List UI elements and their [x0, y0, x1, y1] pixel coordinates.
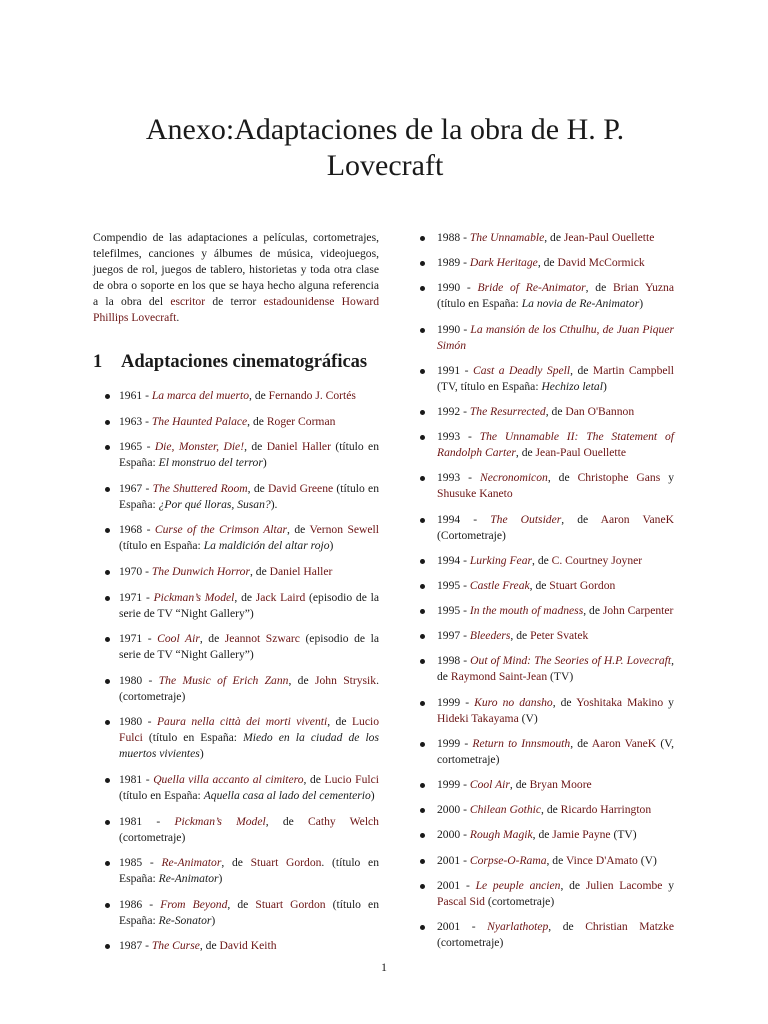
list-item: 1999 - Kuro no dansho, de Yoshitaka Makino y Hideki Takayama (V): [416, 695, 674, 727]
director-link[interactable]: David Greene: [268, 481, 334, 495]
director-link[interactable]: Christophe Gans: [577, 471, 661, 485]
director-link[interactable]: Dan O'Bannon: [565, 404, 635, 418]
director-link[interactable]: David McCormick: [557, 256, 645, 270]
bullet-icon: [420, 808, 425, 813]
director-link[interactable]: Jack Laird: [255, 590, 306, 604]
work-link[interactable]: Pickman’s Model: [153, 590, 235, 604]
item-year: 1991: [437, 363, 461, 377]
list-item: 1961 - La marca del muerto, de Fernando J. Cortés: [93, 388, 379, 404]
bullet-icon: [420, 328, 425, 333]
item-year: 2000: [437, 803, 461, 817]
item-note: (cortometraje): [119, 830, 186, 844]
list-item: 2001 - Corpse-O-Rama, de Vince D'Amato (V): [416, 853, 674, 869]
item-year: 1987: [119, 939, 143, 953]
item-year: 1971: [119, 632, 143, 646]
bullet-icon: [105, 820, 110, 825]
work-link[interactable]: Castle Freak: [469, 578, 530, 592]
bullet-icon: [420, 286, 425, 291]
work-link[interactable]: La marca del muerto: [151, 389, 250, 402]
list-item: 1989 - Dark Heritage, de David McCormick: [416, 255, 674, 271]
work-link[interactable]: Cool Air: [157, 632, 200, 646]
list-item: 1970 - The Dunwich Horror, de Daniel Haller: [93, 564, 379, 580]
bullet-icon: [420, 659, 425, 664]
list-item: 1993 - The Unnamable II: The Statement of Randolph Carter, de Jean-Paul Ouellette: [416, 429, 674, 461]
director-link[interactable]: Stuart Gordon: [255, 897, 326, 911]
intro-paragraph: [93, 230, 379, 326]
director-link[interactable]: Pascal Sid: [437, 894, 485, 908]
item-year: 1999: [437, 695, 461, 709]
bullet-icon: [420, 435, 425, 440]
work-link[interactable]: Necronomicon: [479, 471, 548, 485]
list-item: 2000 - Rough Magik, de Jamie Payne (TV): [416, 827, 674, 843]
item-year: 1993: [437, 471, 461, 485]
work-link[interactable]: The Unnamable II: The Statement of Randolph Carter: [437, 430, 674, 460]
work-link[interactable]: Le peuple ancien: [475, 878, 561, 892]
work-link[interactable]: Chilean Gothic: [469, 803, 542, 817]
work-link[interactable]: The Music of Erich Zann: [158, 673, 289, 687]
director-link[interactable]: Brian Yuzna: [612, 281, 674, 295]
work-link[interactable]: La mansión de los Cthulhu, de Juan Piquer Simón: [437, 322, 674, 352]
list-item: 1999 - Return to Innsmouth, de Aaron VaneK (V, cortometraje): [416, 736, 674, 768]
bullet-icon: [420, 261, 425, 266]
list-item: 1987 - The Curse, de David Keith: [93, 938, 379, 954]
alt-title: Hechizo letal: [541, 379, 603, 393]
page-number: 1: [381, 960, 387, 974]
work-link[interactable]: Curse of the Crimson Altar: [154, 523, 288, 537]
link-estadounidense[interactable]: estadounidense: [263, 295, 335, 308]
work-link[interactable]: The Unnamable: [469, 231, 545, 244]
item-year: 1993: [437, 430, 461, 444]
list-item: 1998 - Out of Mind: The Seories of H.P. Lovecraft, de Raymond Saint-Jean (TV): [416, 653, 674, 685]
item-note: (título en España:: [119, 897, 379, 927]
bullet-icon: [420, 609, 425, 614]
list-item: 1995 - Castle Freak, de Stuart Gordon: [416, 578, 674, 594]
bullet-icon: [420, 783, 425, 788]
director-link[interactable]: Daniel Haller: [266, 440, 331, 454]
list-item: 1995 - In the mouth of madness, de John Carpenter: [416, 603, 674, 619]
director-link[interactable]: David Keith: [219, 939, 277, 953]
list-item: 1963 - The Haunted Palace, de Roger Corman: [93, 414, 379, 430]
item-year: 1971: [119, 590, 143, 604]
work-link[interactable]: Bleeders: [469, 629, 511, 643]
director-link[interactable]: Raymond Saint-Jean: [450, 670, 548, 684]
item-year: 2000: [437, 828, 461, 842]
work-link[interactable]: Rough Magik: [469, 828, 533, 842]
item-year: 1981: [119, 814, 143, 828]
right-column: [416, 230, 674, 960]
item-year: 1965: [119, 440, 143, 454]
intro-text-end: .: [176, 311, 180, 324]
work-link[interactable]: In the mouth of madness: [469, 604, 584, 618]
item-note: (V): [518, 711, 538, 725]
item-note-end: ): [639, 297, 644, 311]
item-note: (título en España:: [119, 481, 379, 511]
director-link[interactable]: Hideki Takayama: [437, 711, 519, 725]
link-space: [334, 295, 341, 308]
work-link[interactable]: Re-Animator: [161, 856, 222, 870]
item-note: (V, cortometraje): [437, 736, 674, 766]
director-link[interactable]: Jamie Payne: [552, 828, 611, 842]
list-item: 1985 - Re-Animator, de Stuart Gordon. (título en España: Re-Animator): [93, 855, 379, 887]
bullet-icon: [105, 679, 110, 684]
list-item: 1981 - Pickman’s Model, de Cathy Welch (cortometraje): [93, 814, 379, 846]
item-year: 2001: [437, 853, 461, 867]
section-title: Adaptaciones cinematográficas: [121, 352, 368, 372]
work-link[interactable]: Paura nella città dei morti viventi: [156, 715, 328, 729]
section-number: 1: [93, 352, 103, 372]
bullet-icon: [105, 394, 110, 399]
director-link[interactable]: Jean-Paul Ouellette: [563, 231, 655, 244]
list-item: 1992 - The Resurrected, de Dan O'Bannon: [416, 404, 674, 420]
director-link[interactable]: Aaron VaneK: [600, 512, 674, 526]
link-escritor[interactable]: escritor: [170, 295, 206, 308]
bullet-icon: [105, 903, 110, 908]
work-link[interactable]: Quella villa accanto al cimitero: [153, 772, 304, 786]
director-link[interactable]: Jean-Paul Ouellette: [535, 446, 627, 460]
item-year: 1995: [437, 604, 461, 618]
director-link[interactable]: Jeannot Szwarc: [224, 632, 300, 646]
item-note: (Cortometraje): [437, 528, 506, 542]
item-note: . (título en España:: [119, 856, 380, 886]
item-note-end: ): [262, 456, 267, 470]
item-note: (V): [637, 853, 657, 867]
item-note-end: ): [602, 379, 607, 393]
alt-title: Aquella casa al lado del cementerio: [203, 788, 371, 802]
left-column: [93, 230, 379, 964]
item-year: 1999: [437, 778, 461, 791]
intro-text-mid: de terror: [205, 295, 264, 308]
alt-title: Re-Sonator: [158, 913, 212, 927]
director-link[interactable]: John Strysik: [314, 673, 377, 687]
item-note: (TV): [547, 670, 574, 684]
work-link[interactable]: Die, Monster, Die!: [154, 440, 245, 454]
item-year: 1970: [119, 564, 143, 578]
director-link[interactable]: Cathy Welch: [307, 814, 379, 828]
item-year: 1968: [119, 523, 143, 537]
bullet-icon: [420, 559, 425, 564]
item-note: (cortometraje): [484, 894, 555, 908]
director-link[interactable]: Shusuke Kaneto: [437, 487, 513, 501]
item-note: (TV, título en España:: [437, 379, 542, 393]
item-year: 1995: [437, 578, 461, 592]
work-link[interactable]: Cast a Deadly Spell: [472, 363, 571, 377]
director-link[interactable]: Peter Svatek: [530, 629, 589, 643]
director-link[interactable]: Roger Corman: [266, 414, 336, 428]
list-item: 1999 - Cool Air, de Bryan Moore: [416, 777, 674, 793]
list-item: 1980 - Paura nella città dei morti viventi, de Lucio Fulci (título en España: Miedo en la ciudad de los muertos vivientes): [93, 714, 379, 762]
bullet-icon: [420, 518, 425, 523]
list-item: 1980 - The Music of Erich Zann, de John Strysik. (cortometraje): [93, 673, 379, 705]
alt-title: La maldición del altar rojo: [203, 539, 330, 553]
bullet-icon: [420, 833, 425, 838]
bullet-icon: [420, 925, 425, 930]
work-link[interactable]: Nyarlathotep: [487, 919, 549, 933]
alt-title: Miedo en la ciudad de los muertos vivientes: [119, 731, 379, 761]
director-link[interactable]: Fernando J. Cortés: [268, 389, 356, 402]
item-note: (episodio de la serie de TV “Night Gallery”): [119, 632, 379, 662]
adaptations-list-left: [93, 388, 379, 954]
bullet-icon: [420, 742, 425, 747]
item-year: 1994: [437, 512, 461, 526]
item-note: (título en España:: [119, 539, 204, 553]
bullet-icon: [105, 720, 110, 725]
item-year: 1980: [119, 715, 143, 729]
item-year: 1985: [119, 856, 143, 870]
director-link[interactable]: Aaron VaneK: [591, 736, 657, 750]
list-item: 1994 - Lurking Fear, de C. Courtney Joyner: [416, 553, 674, 569]
bullet-icon: [420, 584, 425, 589]
director-link[interactable]: Stuart Gordon: [549, 578, 616, 592]
bullet-icon: [105, 528, 110, 533]
list-item: 1981 - Quella villa accanto al cimitero, de Lucio Fulci (título en España: Aquella casa al lado del cementerio): [93, 772, 379, 804]
work-link[interactable]: Dark Heritage: [469, 256, 538, 270]
item-note: (episodio de la serie de TV “Night Gallery”): [119, 590, 379, 620]
page-title: Anexo:Adaptaciones de la obra de H. P. Lovecraft: [145, 113, 625, 182]
section-heading: [93, 350, 379, 374]
list-item: 2000 - Chilean Gothic, de Ricardo Harrington: [416, 802, 674, 818]
bullet-icon: [105, 570, 110, 575]
bullet-icon: [105, 420, 110, 425]
item-note-end: ): [199, 747, 204, 761]
director-link[interactable]: Vernon Sewell: [309, 523, 379, 537]
bullet-icon: [105, 487, 110, 492]
director-link[interactable]: Lucio Fulci: [119, 715, 379, 745]
director-link[interactable]: Julien Lacombe: [585, 878, 663, 892]
item-note: (título en España:: [437, 297, 522, 311]
work-link[interactable]: The Curse: [151, 939, 200, 953]
bullet-icon: [105, 778, 110, 783]
adaptations-list-right: [416, 230, 674, 951]
list-item: 1967 - The Shuttered Room, de David Greene (título en España: ¿Por qué lloras, Susan?).: [93, 481, 379, 513]
item-year: 2001: [437, 878, 461, 892]
item-year: 1980: [119, 673, 143, 687]
director-link[interactable]: Lucio Fulci: [324, 772, 379, 786]
list-item: 1971 - Pickman’s Model, de Jack Laird (episodio de la serie de TV “Night Gallery”): [93, 590, 379, 622]
work-link[interactable]: The Resurrected: [469, 404, 546, 418]
item-year: 1994: [437, 553, 461, 567]
list-item: 1986 - From Beyond, de Stuart Gordon (título en España: Re-Sonator): [93, 897, 379, 929]
director-link[interactable]: Martin Campbell: [592, 363, 674, 377]
item-note: (cortometraje): [437, 935, 504, 949]
list-item: 1968 - Curse of the Crimson Altar, de Vernon Sewell (título en España: La maldición del altar rojo): [93, 522, 379, 554]
work-link[interactable]: Kuro no dansho: [474, 695, 553, 709]
item-note-end: ): [211, 913, 216, 927]
list-item: 2001 - Nyarlathotep, de Christian Matzke (cortometraje): [416, 919, 674, 951]
link-lovecraft[interactable]: Howard Phillips Lovecraft: [93, 295, 380, 324]
director-link[interactable]: C. Courtney Joyner: [551, 553, 643, 567]
bullet-icon: [420, 884, 425, 889]
director-link[interactable]: Ricardo Harrington: [560, 803, 652, 817]
work-link[interactable]: The Outsider: [490, 512, 562, 526]
item-note-end: ): [329, 539, 334, 553]
item-note: (título en España:: [142, 731, 244, 745]
work-link[interactable]: The Shuttered Room: [152, 481, 248, 495]
list-item: 1993 - Necronomicon, de Christophe Gans y Shusuke Kaneto: [416, 470, 674, 502]
list-item: 1988 - The Unnamable, de Jean-Paul Ouellette: [416, 230, 674, 246]
bullet-icon: [420, 701, 425, 706]
alt-title: ¿Por qué lloras, Susan?: [158, 497, 271, 511]
item-note-end: ).: [270, 497, 278, 511]
work-link[interactable]: The Dunwich Horror: [151, 564, 250, 578]
work-link[interactable]: Out of Mind: The Seories of H.P. Lovecraft: [470, 654, 672, 668]
alt-title: La novia de Re-Animator: [521, 297, 640, 311]
director-link[interactable]: Stuart Gordon: [250, 856, 322, 870]
work-link[interactable]: Corpse-O-Rama: [469, 853, 547, 867]
list-item: 1991 - Cast a Deadly Spell, de Martin Campbell (TV, título en España: Hechizo letal): [416, 363, 674, 395]
work-link[interactable]: Lurking Fear: [469, 553, 533, 567]
work-link[interactable]: Cool Air: [469, 778, 510, 791]
item-note: (título en España:: [119, 788, 204, 802]
item-year: 1981: [119, 772, 143, 786]
alt-title: Re-Animator: [158, 872, 219, 886]
director-link[interactable]: Bryan Moore: [529, 778, 592, 791]
item-year: 1967: [119, 481, 143, 495]
item-year: 1989: [437, 256, 461, 270]
director-link[interactable]: Vince D'Amato: [565, 853, 638, 867]
bullet-icon: [105, 637, 110, 642]
item-year: 2001: [437, 919, 461, 933]
work-link[interactable]: Return to Innsmouth: [472, 736, 571, 750]
item-year: 1963: [119, 414, 143, 428]
director-link[interactable]: Daniel Haller: [269, 564, 333, 578]
item-year: 1986: [119, 897, 143, 911]
item-year: 1961: [119, 389, 143, 402]
director-link[interactable]: John Carpenter: [602, 604, 674, 618]
item-year: 1990: [437, 322, 461, 336]
item-note: (TV): [610, 828, 637, 842]
bullet-icon: [420, 634, 425, 639]
director-link[interactable]: Christian Matzke: [585, 919, 675, 933]
bullet-icon: [420, 236, 425, 241]
item-note: . (cortometraje): [119, 673, 379, 703]
item-note-end: ): [218, 872, 223, 886]
item-year: 1999: [437, 736, 461, 750]
item-note: (título en España:: [119, 440, 379, 470]
list-item: 1994 - The Outsider, de Aaron VaneK (Cortometraje): [416, 512, 674, 544]
item-note-end: ): [370, 788, 375, 802]
bullet-icon: [105, 861, 110, 866]
intro-text-start: Compendio de las adaptaciones a películas, cortometrajes, telefilmes, canciones y álbumes de música, videojuegos, juegos de rol, juegos de tablero, historietas y toda otra clase de obra o soporte en los que se haya hecho alguna referencia a la obra del: [93, 231, 379, 308]
item-year: 1992: [437, 404, 461, 418]
list-item: 1990 - Bride of Re-Animator, de Brian Yuzna (título en España: La novia de Re-Animator): [416, 280, 674, 312]
list-item: 2001 - Le peuple ancien, de Julien Lacombe y Pascal Sid (cortometraje): [416, 878, 674, 910]
item-year: 1988: [437, 231, 461, 244]
bullet-icon: [105, 445, 110, 450]
list-item: 1990 - La mansión de los Cthulhu, de Juan Piquer Simón: [416, 322, 674, 354]
work-link[interactable]: From Beyond: [160, 897, 228, 911]
bullet-icon: [105, 944, 110, 949]
work-link[interactable]: The Haunted Palace: [151, 414, 248, 428]
bullet-icon: [420, 476, 425, 481]
bullet-icon: [105, 596, 110, 601]
bullet-icon: [420, 859, 425, 864]
list-item: 1965 - Die, Monster, Die!, de Daniel Haller (título en España: El monstruo del terror): [93, 439, 379, 471]
list-item: 1997 - Bleeders, de Peter Svatek: [416, 628, 674, 644]
item-year: 1997: [437, 629, 461, 643]
item-year: 1998: [437, 654, 461, 668]
bullet-icon: [420, 369, 425, 374]
work-link[interactable]: Pickman’s Model: [174, 814, 266, 828]
item-year: 1990: [437, 281, 461, 295]
work-link[interactable]: Bride of Re-Animator: [477, 281, 586, 295]
director-link[interactable]: Yoshitaka Makino: [576, 695, 664, 709]
list-item: 1971 - Cool Air, de Jeannot Szwarc (episodio de la serie de TV “Night Gallery”): [93, 631, 379, 663]
bullet-icon: [420, 410, 425, 415]
alt-title: El monstruo del terror: [158, 456, 263, 470]
